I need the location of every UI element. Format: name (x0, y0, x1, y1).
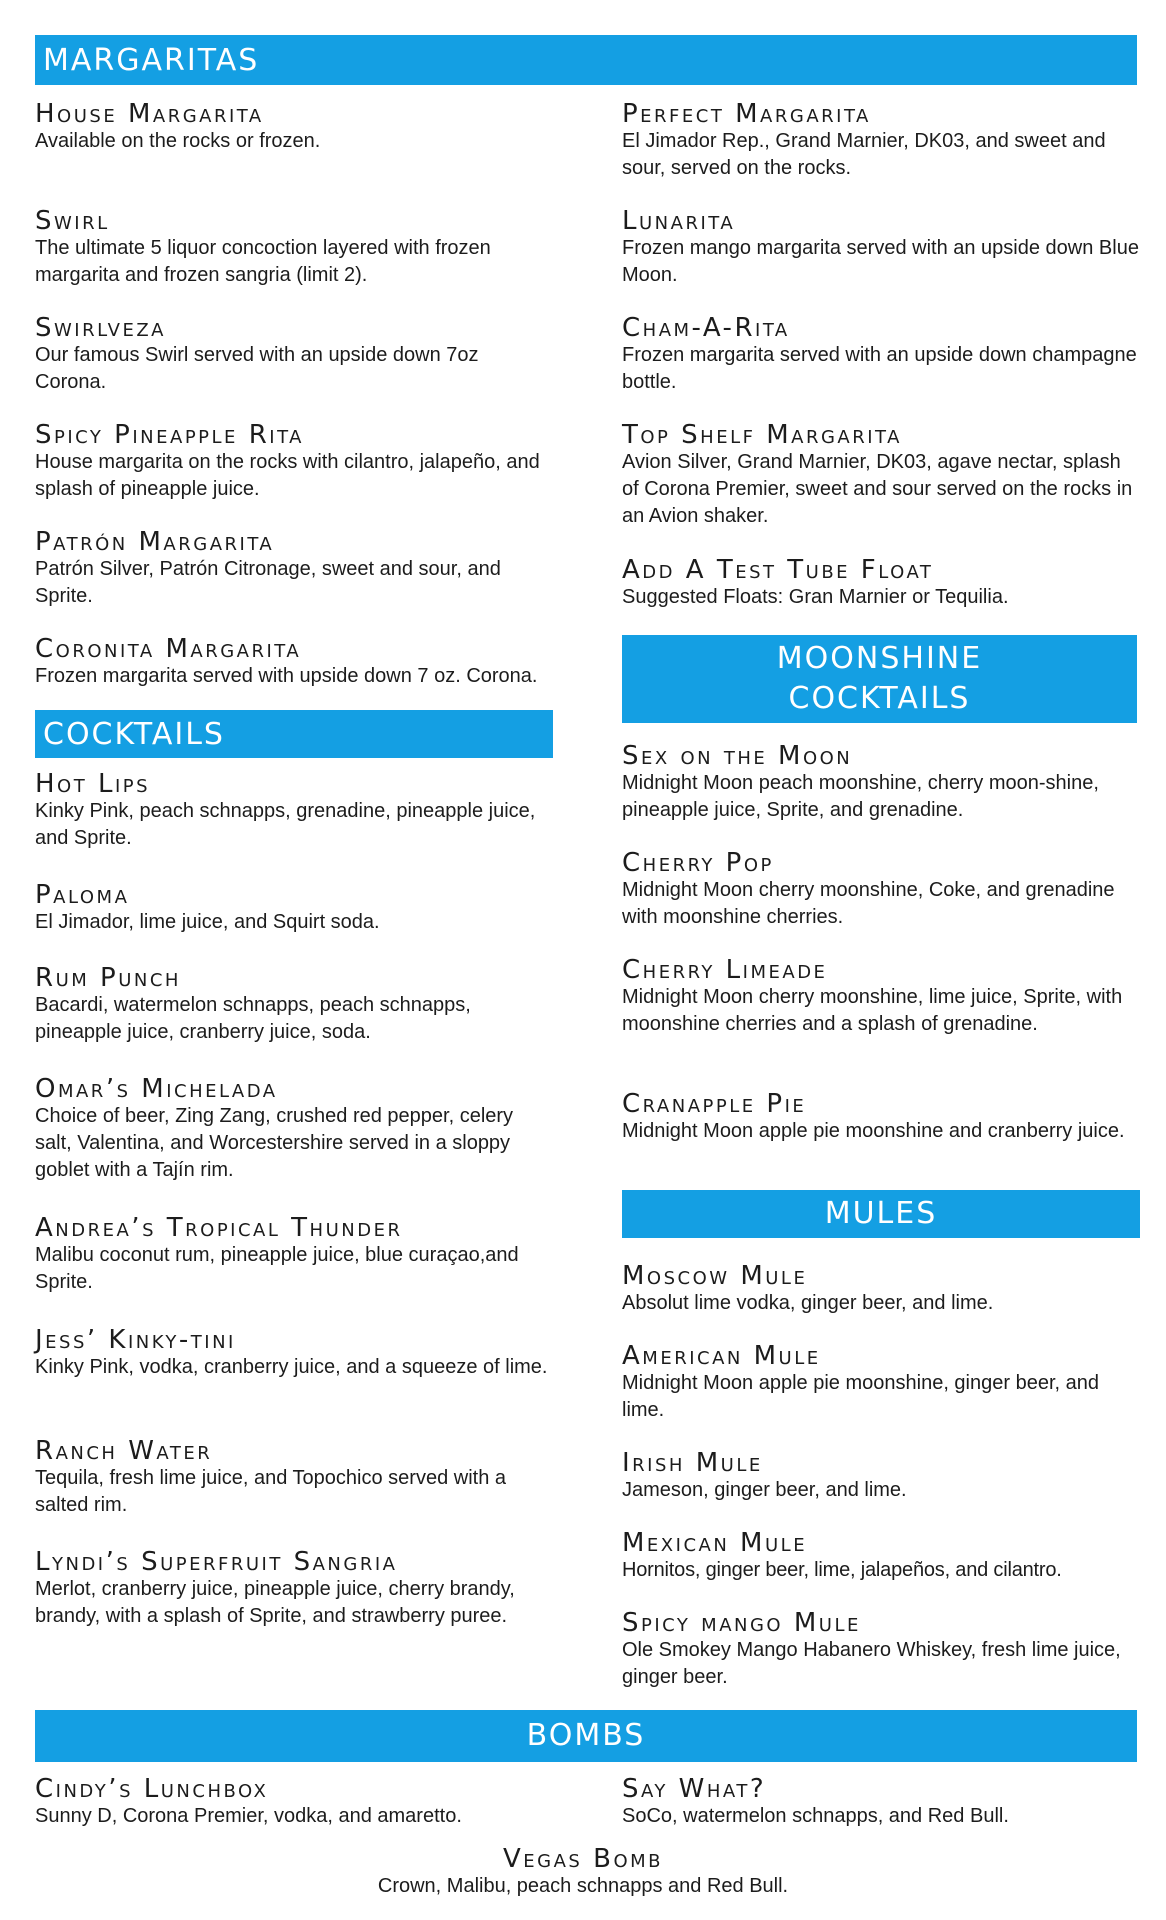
mules-heading: MULES (824, 1196, 938, 1231)
drink-description: Sunny D, Corona Premier, vodka, and amaretto. (35, 1805, 462, 1827)
menu-item (622, 1609, 1142, 1689)
drink-description: El Jimador, lime juice, and Squirt soda. (35, 911, 380, 933)
drink-name: Coronita Margarita (35, 634, 302, 664)
drink-description: House margarita on the rocks with cilantro, jalapeño, and splash of pineapple juice. (35, 451, 540, 500)
drink-description: Suggested Floats: Gran Marnier or Tequilia. (622, 586, 1009, 608)
bombs-heading: BOMBS (526, 1718, 646, 1753)
bombs-banner (35, 1710, 1137, 1762)
drink-name: Perfect Margarita (622, 99, 871, 129)
drink-name: Cranapple Pie (622, 1089, 807, 1119)
menu-item (35, 964, 555, 1075)
menu-item (622, 849, 1142, 956)
mules-banner (622, 1190, 1140, 1238)
menu-item (35, 635, 555, 742)
menu-item (622, 1090, 1142, 1197)
drink-description: Available on the rocks or frozen. (35, 130, 321, 152)
drink-name: Swirlveza (35, 313, 166, 343)
drink-description: Crown, Malibu, peach schnapps and Red Bull. (377, 1875, 789, 1897)
moonshine-heading-line2: COCKTAILS (788, 681, 971, 716)
drink-name: Jess’ Kinky-tini (35, 1325, 236, 1355)
drink-description: El Jimador Rep., Grand Marnier, DK03, and sweet and sour, served on the rocks. (622, 130, 1106, 179)
drink-description: Frozen mango margarita served with an upside down Blue Moon. (622, 237, 1139, 286)
drink-description: Kinky Pink, vodka, cranberry juice, and a squeeze of lime. (35, 1356, 548, 1378)
menu-item (622, 421, 1142, 556)
menu-item (35, 1075, 555, 1214)
menu-item (35, 100, 555, 207)
drink-description: Kinky Pink, peach schnapps, grenadine, pineapple juice, and Sprite. (35, 800, 536, 849)
margaritas-banner (35, 35, 1137, 85)
drink-name: Cherry Pop (622, 848, 774, 878)
drink-name: Swirl (35, 206, 110, 236)
menu-item (35, 1548, 555, 1630)
drink-description: Our famous Swirl served with an upside down 7oz Corona. (35, 344, 479, 393)
drink-name: Spicy Pineapple Rita (35, 420, 304, 450)
menu-item (35, 314, 555, 421)
menu-item (35, 1437, 555, 1548)
menu-item (35, 1214, 555, 1326)
menu-item (622, 956, 1142, 1090)
drink-name: Hot Lips (35, 769, 151, 799)
menu-item (622, 1342, 1142, 1449)
drink-description: Choice of beer, Zing Zang, crushed red pepper, celery salt, Valentina, and Worcestershire served in a sloppy goblet with a Tajín rim. (35, 1105, 514, 1181)
drink-description: Midnight Moon apple pie moonshine and cranberry juice. (622, 1120, 1125, 1142)
menu-item (35, 528, 555, 635)
drink-description: Midnight Moon apple pie moonshine, ginger beer, and lime. (622, 1372, 1099, 1421)
drink-name: Andrea’s Tropical Thunder (35, 1213, 403, 1243)
drink-name: Irish Mule (622, 1448, 763, 1478)
menu-item (622, 314, 1142, 421)
cocktails-heading: COCKTAILS (43, 716, 225, 752)
drink-name: Mexican Mule (622, 1528, 808, 1558)
drink-name: Cindy’s Lunchbox (35, 1774, 269, 1804)
drink-name: Spicy mango Mule (622, 1608, 861, 1638)
menu-item (622, 1529, 1142, 1609)
menu-item (622, 742, 1142, 849)
drink-description: Tequila, fresh lime juice, and Topochico served with a salted rim. (35, 1467, 506, 1516)
margaritas-heading: MARGARITAS (43, 42, 260, 78)
drink-name: Lyndi’s Superfruit Sangria (35, 1547, 398, 1577)
drink-description: Hornitos, ginger beer, lime, jalapeños, and cilantro. (622, 1559, 1062, 1581)
menu-item (622, 1262, 1142, 1342)
drink-name: Patrón Margarita (35, 527, 275, 557)
drink-description: Midnight Moon cherry moonshine, Coke, and grenadine with moonshine cherries. (622, 879, 1115, 928)
menu-item (35, 207, 555, 314)
drink-description: Merlot, cranberry juice, pineapple juice, cherry brandy, brandy, with a splash of Sprite, and strawberry puree. (35, 1578, 515, 1627)
menu-item (622, 207, 1142, 314)
drink-description: Malibu coconut rum, pineapple juice, blue curaçao,and Sprite. (35, 1244, 519, 1293)
drink-description: Patrón Silver, Patrón Citronage, sweet and sour, and Sprite. (35, 558, 501, 607)
drink-name: Ranch Water (35, 1436, 213, 1466)
moonshine-list (622, 742, 1142, 1197)
drink-name: Paloma (35, 880, 130, 910)
drink-name: American Mule (622, 1341, 821, 1371)
drink-name: Vegas Bomb (503, 1844, 663, 1874)
bomb-item-right (622, 1775, 1142, 1830)
margaritas-right-list (622, 100, 1142, 663)
drink-description: SoCo, watermelon schnapps, and Red Bull. (622, 1805, 1009, 1827)
menu-item (35, 421, 555, 528)
menu-item (35, 1326, 555, 1437)
drink-description: Avion Silver, Grand Marnier, DK03, agave nectar, splash of Corona Premier, sweet and sour served on the rocks in an Avion shaker. (622, 451, 1133, 527)
drink-description: The ultimate 5 liquor concoction layered with frozen margarita and frozen sangria (limit 2). (35, 237, 491, 286)
drink-name: Add A Test Tube Float (622, 555, 934, 585)
moonshine-heading-line1: MOONSHINE (776, 641, 983, 676)
drink-name: Cherry Limeade (622, 955, 828, 985)
drink-name: Lunarita (622, 206, 736, 236)
cocktails-list (35, 770, 555, 1630)
menu-item (35, 881, 555, 964)
drink-description: Frozen margarita served with upside down 7 oz. Corona. (35, 665, 538, 687)
drink-name: House Margarita (35, 99, 264, 129)
menu-item (622, 556, 1142, 663)
drink-description: Absolut lime vodka, ginger beer, and lime. (622, 1292, 994, 1314)
margaritas-left-list (35, 100, 555, 742)
drink-name: Cham-A-Rita (622, 313, 790, 343)
bomb-item-center (0, 1845, 1166, 1900)
menu-item (622, 1449, 1142, 1529)
drink-name: Top Shelf Margarita (622, 420, 902, 450)
drink-name: Omar’s Michelada (35, 1074, 278, 1104)
drink-description: Bacardi, watermelon schnapps, peach schnapps, pineapple juice, cranberry juice, soda. (35, 994, 471, 1043)
drink-description: Ole Smokey Mango Habanero Whiskey, fresh lime juice, ginger beer. (622, 1639, 1121, 1688)
drink-name: Rum Punch (35, 963, 181, 993)
drink-description: Midnight Moon peach moonshine, cherry moon-shine, pineapple juice, Sprite, and grenadine. (622, 772, 1099, 821)
drink-description: Frozen margarita served with an upside down champagne bottle. (622, 344, 1137, 393)
drink-name: Moscow Mule (622, 1261, 808, 1291)
drink-name: Say What? (622, 1774, 767, 1804)
bomb-item-left (35, 1775, 575, 1830)
menu-item (622, 100, 1142, 207)
drink-description: Midnight Moon cherry moonshine, lime juice, Sprite, with moonshine cherries and a splash of grenadine. (622, 986, 1123, 1035)
drink-description: Jameson, ginger beer, and lime. (622, 1479, 907, 1501)
menu-item (35, 770, 555, 881)
drink-name: Sex on the Moon (622, 741, 853, 771)
mules-list (622, 1262, 1142, 1689)
